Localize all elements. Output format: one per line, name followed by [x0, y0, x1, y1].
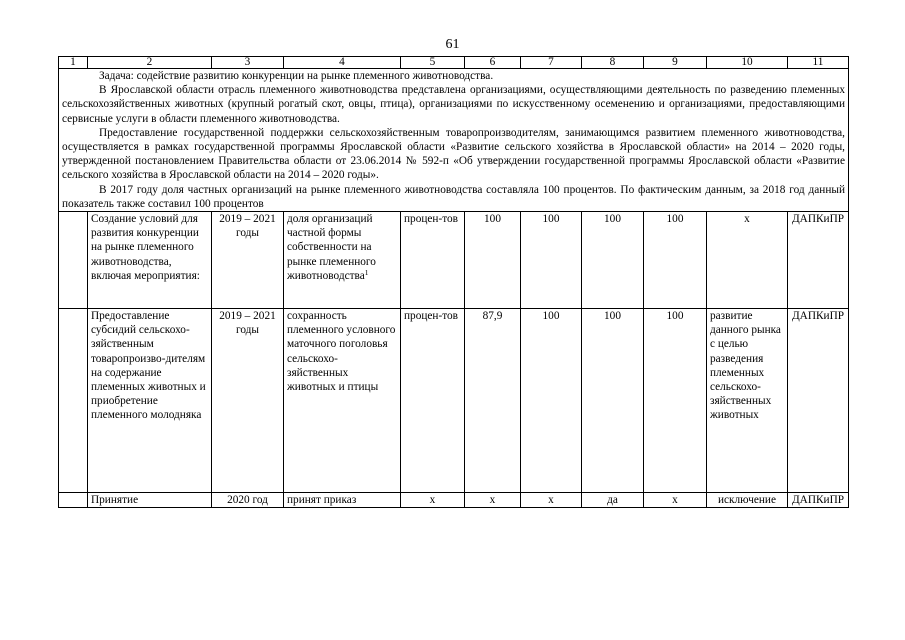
header-cell: 9 — [644, 57, 707, 69]
header-cell: 3 — [212, 57, 284, 69]
table-row — [59, 212, 849, 309]
period-cell: 2020 год — [212, 493, 284, 508]
unit-cell: процен-тов — [401, 309, 465, 493]
indicator-text: доля организаций частной формы собственности на рынке племенного животноводства — [287, 213, 376, 282]
indicator-cell: сохранность племенного условного маточного поголовья сельскохо-зяйственных животных и птицы — [284, 309, 401, 493]
executor-cell: ДАПКиПР — [788, 493, 849, 508]
header-cell: 6 — [465, 57, 521, 69]
row-number-cell — [59, 309, 88, 493]
measure-cell: Предоставление субсидий сельскохо-зяйственным товаропроизво-дителям на содержание племенных животных и приобретение племенного молодняка — [88, 309, 212, 493]
header-cell: 7 — [521, 57, 582, 69]
text-paragraph: В 2017 году доля частных организаций на рынке племенного животноводства составляла 100 процентов. По фактическим данным, за 2018 год данный показатель также составил 100 процентов — [62, 183, 845, 210]
header-cell: 11 — [788, 57, 849, 69]
unit-cell: х — [401, 493, 465, 508]
value-cell: да — [582, 493, 644, 508]
executor-cell: ДАПКиПР — [788, 212, 849, 309]
header-cell: 8 — [582, 57, 644, 69]
value-cell: 100 — [582, 309, 644, 493]
task-text-row — [59, 69, 849, 212]
indicator-cell: принят приказ — [284, 493, 401, 508]
row-number-cell — [59, 212, 88, 309]
task-text-cell — [59, 69, 849, 212]
row-number-cell — [59, 493, 88, 508]
executor-cell: ДАПКиПР — [788, 309, 849, 493]
indicator-cell — [284, 212, 401, 309]
measure-cell: Создание условий для развития конкуренции на рынке племенного животноводства, включая мероприятия: — [88, 212, 212, 309]
value-cell: 100 — [521, 212, 582, 309]
value-cell: 100 — [644, 309, 707, 493]
text-paragraph: Предоставление государственной поддержки сельскохозяйственным товаропроизводителям, занимающимся развитием племенного животноводства, осуществляется в рамках государственной программы Ярославской области «Развитие сельского хозяйства в Ярославской области» на 2014 – 2020 годы, утвержденной постановлением Правительства области от 23.06.2014 № 592-п «Об утверждении государственной программы Ярославской области «Развитие сельского хозяйства в Ярославской области на 2014 – 2020 годы». — [62, 126, 845, 182]
value-cell: 100 — [521, 309, 582, 493]
page-number: 61 — [445, 37, 460, 52]
task-statement: Задача: содействие развитию конкуренции на рынке племенного животноводства. — [99, 70, 494, 82]
header-row — [59, 57, 849, 69]
header-cell: 2 — [88, 57, 212, 69]
value-cell: 100 — [465, 212, 521, 309]
period-cell: 2019 – 2021 годы — [212, 309, 284, 493]
period-cell: 2019 – 2021 годы — [212, 212, 284, 309]
measures-table — [58, 56, 849, 508]
result-cell: х — [707, 212, 788, 309]
result-cell: развитие данного рынка с целью разведения племенных сельскохо-зяйственных животных — [707, 309, 788, 493]
value-cell: 100 — [582, 212, 644, 309]
text-paragraph: В Ярославской области отрасль племенного животноводства представлена организациями, осуществляющими деятельность по разведению племенных сельскохозяйственных животных (крупный рогатый скот, овцы, птица), организациями по искусственному осеменению и организациями, предоставляющими сервисные услуги в области племенного животноводства. — [62, 84, 845, 125]
value-cell: 87,9 — [465, 309, 521, 493]
measure-cell: Принятие — [88, 493, 212, 508]
result-cell: исключение — [707, 493, 788, 508]
value-cell: х — [644, 493, 707, 508]
table-row — [59, 493, 849, 508]
value-cell: х — [521, 493, 582, 508]
table-row — [59, 309, 849, 493]
header-cell: 1 — [59, 57, 88, 69]
footnote-mark: 1 — [364, 267, 369, 277]
header-cell: 5 — [401, 57, 465, 69]
header-cell: 4 — [284, 57, 401, 69]
value-cell: х — [465, 493, 521, 508]
value-cell: 100 — [644, 212, 707, 309]
header-cell: 10 — [707, 57, 788, 69]
unit-cell: процен-тов — [401, 212, 465, 309]
